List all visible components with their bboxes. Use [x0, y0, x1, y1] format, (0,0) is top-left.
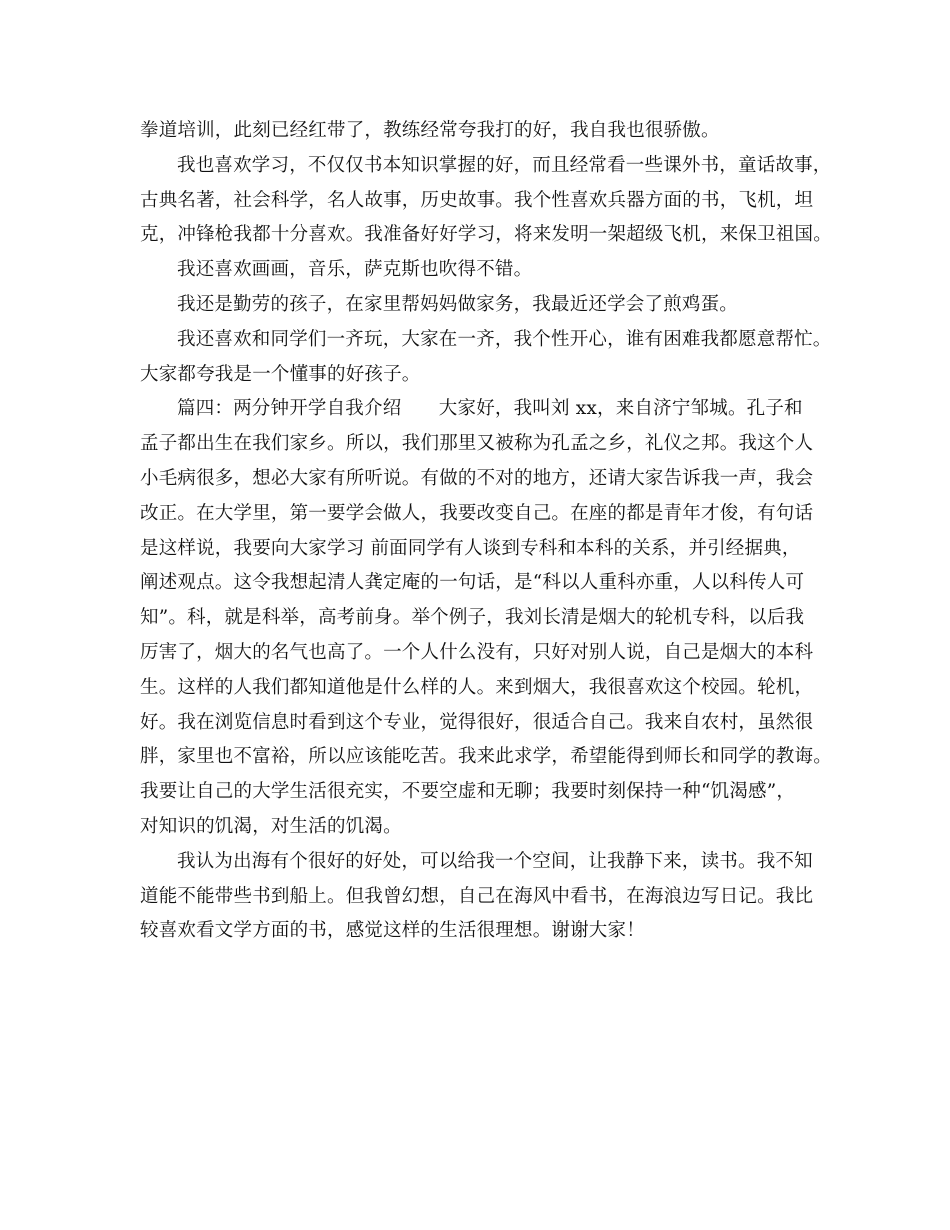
- text-line: 阐述观点。这令我想起清人龚定庵的一句话，是“科以人重科亦重，人以科传人可: [140, 572, 805, 594]
- text-line: 古典名著，社会科学，名人故事，历史故事。我个性喜欢兵器方面的书，飞机，坦: [140, 189, 814, 211]
- text-line: 生。这样的人我们都知道他是什么样的人。来到烟大，我很喜欢这个校园。轮机，: [140, 676, 814, 698]
- text-line: 孟子都出生在我们家乡。所以，我们那里又被称为孔孟之乡，礼仪之邦。我这个人: [140, 433, 814, 455]
- text-line: 胖，家里也不富裕，所以应该能吃苦。我来此求学，希望能得到师长和同学的教诲。: [140, 746, 832, 768]
- text-line: 厉害了，烟大的名气也高了。一个人什么没有，只好对别人说，自己是烟大的本科: [140, 641, 814, 663]
- text-line: 我还喜欢画画，音乐，萨克斯也吹得不错。: [177, 259, 533, 281]
- text-line: 小毛病很多，想必大家有所听说。有做的不对的地方，还请大家告诉我一声，我会: [140, 467, 814, 489]
- document-body: [140, 114, 832, 949]
- text-line: 我还喜欢和同学们一齐玩，大家在一齐，我个性开心，谁有困难我都愿意帮忙。: [177, 328, 832, 350]
- text-line: 拳道培训，此刻已经红带了，教练经常夸我打的好，我自我也很骄傲。: [140, 120, 720, 141]
- text-line: 大家都夸我是一个懂事的好孩子。: [140, 363, 421, 385]
- text-line: 改正。在大学里，第一要学会做人，我要改变自己。在座的都是青年才俊，有句话: [140, 502, 814, 524]
- text-line: 知”。科，就是科举，高考前身。举个例子，我刘长清是烟大的轮机专科，以后我: [140, 607, 805, 629]
- text-line: 好。我在浏览信息时看到这个专业，觉得很好，很适合自己。我来自农村，虽然很: [140, 711, 814, 733]
- text-line: 是这样说，我要向大家学习 前面同学有人谈到专科和本科的关系，并引经据典，: [140, 537, 801, 559]
- text-line: 克，冲锋枪我都十分喜欢。我准备好好学习，将来发明一架超级飞机，来保卫祖国。: [140, 224, 832, 246]
- text-line: 我认为出海有个很好的好处，可以给我一个空间，让我静下来，读书。我不知: [177, 850, 813, 872]
- text-line: 道能不能带些书到船上。但我曾幻想，自己在海风中看书，在海浪边写日记。我比: [140, 885, 814, 907]
- text-line: 篇四：两分钟开学自我介绍 大家好，我叫刘 xx，来自济宁邹城。孔子和: [177, 398, 803, 420]
- text-line: 我也喜欢学习，不仅仅书本知识掌握的好，而且经常看一些课外书，童话故事，: [177, 154, 832, 176]
- text-line: 我要让自己的大学生活很充实，不要空虚和无聊；我要时刻保持一种“饥渴感”，: [140, 781, 796, 803]
- text-line: 较喜欢看文学方面的书，感觉这样的生活很理想。谢谢大家！: [140, 920, 645, 942]
- text-line: 对知识的饥渴，对生活的饥渴。: [140, 815, 402, 837]
- text-line: 我还是勤劳的孩子，在家里帮妈妈做家务，我最近还学会了煎鸡蛋。: [177, 293, 739, 315]
